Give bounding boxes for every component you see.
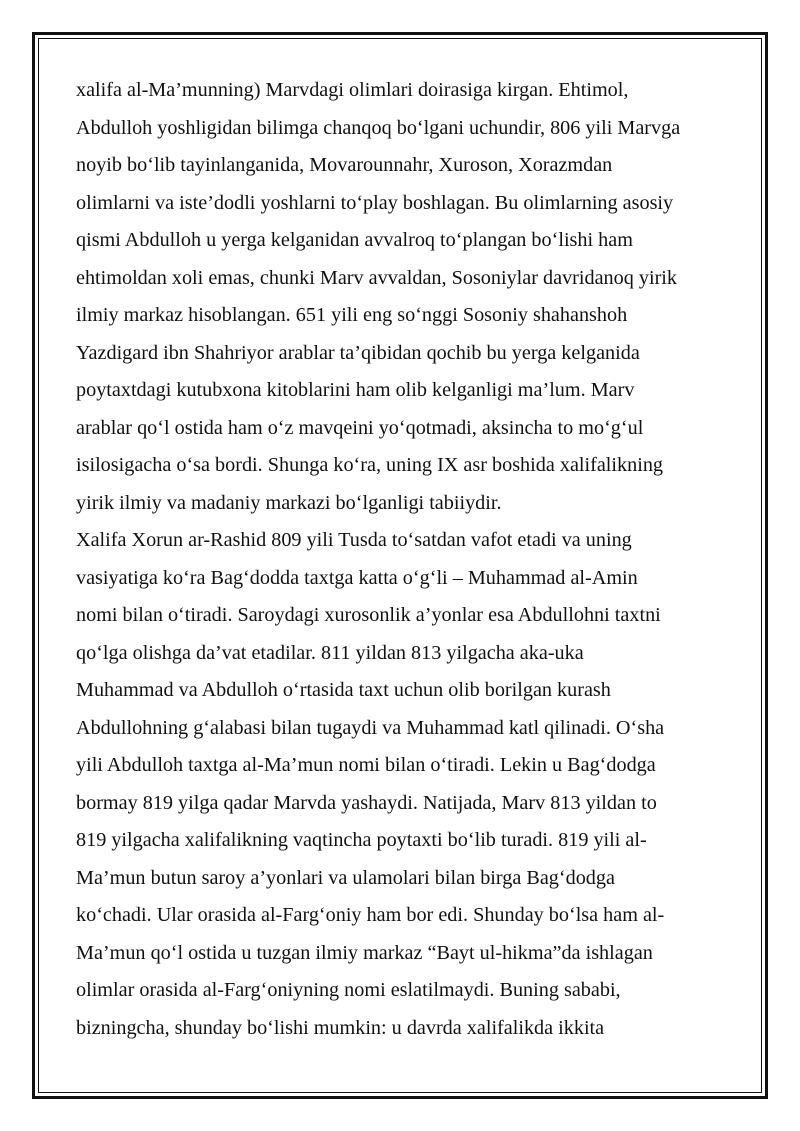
text-line: Muhammad va Abdulloh o‘rtasida taxt uchun olib borilgan kurash: [76, 679, 611, 701]
text-line: 819 yilgacha xalifalikning vaqtincha poytaxti bo‘lib turadi. 819 yili al-: [76, 829, 647, 851]
text-line: yirik ilmiy va madaniy markazi bo‘lganligi tabiiydir.: [76, 491, 502, 514]
text-line: ehtimoldan xoli emas, chunki Marv avvaldan, Sosoniylar davridanoq yirik: [76, 266, 678, 289]
text-line: Ma’mun qo‘l ostida u tuzgan ilmiy markaz “Bayt ul-hikma”da ishlagan: [76, 941, 653, 964]
text-line: qismi Abdulloh u yerga kelganidan avvalroq to‘plangan bo‘lishi ham: [76, 229, 633, 251]
text-line: ilmiy markaz hisoblangan. 651 yili eng so‘nggi Sosoniy shahanshoh: [76, 304, 628, 326]
text-line: Abdullohning g‘alabasi bilan tugaydi va Muhammad katl qilinadi. O‘sha: [76, 716, 665, 739]
text-line: Yazdigard ibn Shahriyor arablar ta’qibidan qochib bu yerga kelganida: [76, 341, 640, 364]
text-line: Abdulloh yoshligidan bilimga chanqoq bo‘lgani uchundir, 806 yili Marvga: [76, 116, 681, 139]
text-line: ko‘chadi. Ular orasida al-Farg‘oniy ham bor edi. Shunday bo‘lsa ham al-: [76, 904, 665, 926]
text-line: isilosigacha o‘sa bordi. Shunga ko‘ra, uning IX asr boshida xalifalikning: [76, 454, 664, 476]
text-line: bormay 819 yilga qadar Marvda yashaydi. Natijada, Marv 813 yildan to: [76, 791, 657, 814]
text-line: yili Abdulloh taxtga al-Ma’mun nomi bilan o‘tiradi. Lekin u Bag‘dodga: [76, 754, 656, 776]
text-line: olimlarni va iste’dodli yoshlarni to‘play boshlagan. Bu olimlarning asosiy: [76, 191, 674, 214]
text-line: Ma’mun butun saroy a’yonlari va ulamolari bilan birga Bag‘dodga: [76, 866, 615, 889]
text-line: poytaxtdagi kutubxona kitoblarini ham olib kelganligi ma’lum. Marv: [76, 379, 635, 401]
text-line: noyib bo‘lib tayinlanganida, Movarounnahr, Xuroson, Xorazmdan: [76, 154, 613, 176]
text-line: Xalifa Xorun ar-Rashid 809 yili Tusda to‘satdan vafot etadi va uning: [76, 529, 632, 551]
text-line: nomi bilan o‘tiradi. Saroydagi xurosonlik a’yonlar esa Abdullohni taxtni: [76, 604, 661, 626]
text-line: qo‘lga olishga da’vat etadilar. 811 yildan 813 yilgacha aka-uka: [76, 641, 584, 664]
text-line: vasiyatiga ko‘ra Bag‘dodda taxtga katta o‘g‘li – Muhammad al-Amin: [76, 566, 638, 589]
text-line: bizningcha, shunday bo‘lishi mumkin: u davrda xalifalikda ikkita: [76, 1016, 605, 1039]
text-line: arablar qo‘l ostida ham o‘z mavqeini yo‘qotmadi, aksincha to mo‘g‘ul: [76, 416, 644, 439]
document-body: [76, 72, 728, 1047]
text-line: xalifa al-Ma’munning) Marvdagi olimlari doirasiga kirgan. Ehtimol,: [76, 79, 629, 101]
text-line: olimlar orasida al-Farg‘oniyning nomi eslatilmaydi. Buning sababi,: [76, 979, 621, 1001]
